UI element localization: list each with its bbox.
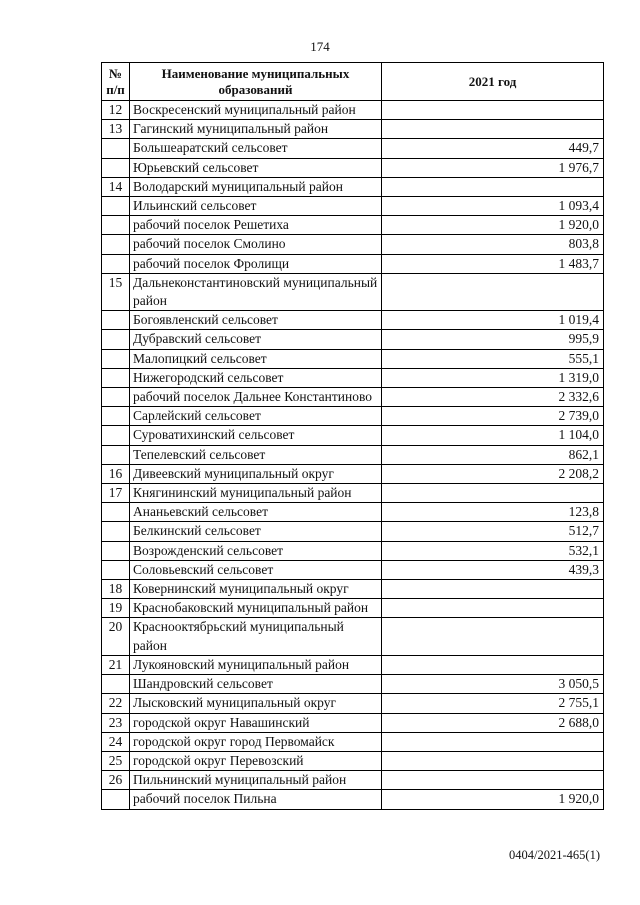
row-name: Малопицкий сельсовет [130,349,382,368]
table-row [102,713,604,732]
table-row [102,311,604,330]
row-number [102,426,130,445]
row-name: Дубравский сельсовет [130,330,382,349]
row-number [102,445,130,464]
row-number: 26 [102,771,130,790]
row-name: рабочий поселок Решетиха [130,216,382,235]
row-name: Нижегородский сельсовет [130,368,382,387]
row-value [382,177,604,196]
row-value [382,120,604,139]
row-name: Володарский муниципальный район [130,177,382,196]
row-number [102,235,130,254]
row-name: Краснобаковский муниципальный район [130,599,382,618]
row-number: 20 [102,618,130,655]
table-row [102,464,604,483]
table-row [102,158,604,177]
row-value [382,580,604,599]
row-name: Княгининский муниципальный район [130,484,382,503]
row-name: Дальнеконстантиновский муниципальный район [130,273,382,310]
row-number [102,330,130,349]
header-name: Наименование муниципальных образований [130,63,382,101]
row-number: 12 [102,101,130,120]
header-year: 2021 год [382,63,604,101]
row-number: 16 [102,464,130,483]
table-header [102,63,604,101]
row-name: Лысковский муниципальный округ [130,694,382,713]
row-number: 18 [102,580,130,599]
table-row [102,771,604,790]
row-value: 2 739,0 [382,407,604,426]
row-value: 2 755,1 [382,694,604,713]
row-value: 512,7 [382,522,604,541]
row-value: 449,7 [382,139,604,158]
row-number: 19 [102,599,130,618]
row-number [102,197,130,216]
row-number: 15 [102,273,130,310]
table-row [102,541,604,560]
row-name: Дивеевский муниципальный округ [130,464,382,483]
row-value: 555,1 [382,349,604,368]
table-row [102,618,604,655]
row-number [102,675,130,694]
row-number [102,254,130,273]
row-value: 1 093,4 [382,197,604,216]
table-row [102,177,604,196]
row-name: Лукояновский муниципальный район [130,655,382,674]
table-row [102,330,604,349]
row-value: 439,3 [382,560,604,579]
table-row [102,101,604,120]
row-value [382,771,604,790]
row-number [102,790,130,809]
row-name: Суроватихинский сельсовет [130,426,382,445]
row-name: Пильнинский муниципальный район [130,771,382,790]
budget-table [101,62,604,810]
row-value [382,618,604,655]
row-number: 22 [102,694,130,713]
table-row [102,522,604,541]
table-row [102,349,604,368]
row-number [102,158,130,177]
row-number [102,560,130,579]
table-row [102,675,604,694]
header-num: № п/п [102,63,130,101]
table-row [102,790,604,809]
row-value: 803,8 [382,235,604,254]
row-name: Ковернинский муниципальный округ [130,580,382,599]
header-row [102,63,604,101]
table-row [102,426,604,445]
row-number [102,216,130,235]
table-row [102,732,604,751]
row-name: Возрожденский сельсовет [130,541,382,560]
row-value: 3 050,5 [382,675,604,694]
table-row [102,388,604,407]
row-number [102,522,130,541]
row-name: рабочий поселок Смолино [130,235,382,254]
table-row [102,751,604,770]
table-row [102,560,604,579]
table-row [102,655,604,674]
row-value: 1 104,0 [382,426,604,445]
row-name: Богоявленский сельсовет [130,311,382,330]
row-value: 2 688,0 [382,713,604,732]
table-row [102,368,604,387]
row-number: 21 [102,655,130,674]
row-value: 1 319,0 [382,368,604,387]
row-number [102,541,130,560]
row-number: 14 [102,177,130,196]
row-number [102,368,130,387]
row-name: Ананьевский сельсовет [130,503,382,522]
row-name: Тепелевский сельсовет [130,445,382,464]
table-row [102,407,604,426]
table-row [102,580,604,599]
row-name: рабочий поселок Пильна [130,790,382,809]
row-value [382,101,604,120]
table-row [102,503,604,522]
row-value [382,273,604,310]
table-body [102,101,604,810]
row-number: 24 [102,732,130,751]
row-number: 17 [102,484,130,503]
table-row [102,120,604,139]
row-name: Краснооктябрьский муниципальный район [130,618,382,655]
row-number [102,311,130,330]
table-row [102,273,604,310]
table-row [102,139,604,158]
row-value: 1 920,0 [382,216,604,235]
row-value: 1 920,0 [382,790,604,809]
page-number: 174 [310,39,330,54]
row-value: 123,8 [382,503,604,522]
row-name: Большеаратский сельсовет [130,139,382,158]
row-name: городской округ город Первомайск [130,732,382,751]
row-value: 1 483,7 [382,254,604,273]
row-value [382,484,604,503]
table-row [102,445,604,464]
document-code: 0404/2021-465(1) [509,848,600,862]
row-number: 25 [102,751,130,770]
row-value: 2 208,2 [382,464,604,483]
row-name: Ильинский сельсовет [130,197,382,216]
row-value [382,751,604,770]
row-name: городской округ Навашинский [130,713,382,732]
row-value: 1 976,7 [382,158,604,177]
row-number [102,139,130,158]
table-row [102,694,604,713]
row-number [102,349,130,368]
row-value: 1 019,4 [382,311,604,330]
table-row [102,216,604,235]
row-name: Воскресенский муниципальный район [130,101,382,120]
table-row [102,235,604,254]
row-name: Шандровский сельсовет [130,675,382,694]
row-name: рабочий поселок Фролищи [130,254,382,273]
row-value: 995,9 [382,330,604,349]
row-value: 2 332,6 [382,388,604,407]
row-value [382,655,604,674]
row-number [102,407,130,426]
row-name: Соловьевский сельсовет [130,560,382,579]
table-row [102,599,604,618]
table-row [102,197,604,216]
row-value [382,732,604,751]
row-number: 13 [102,120,130,139]
row-value: 862,1 [382,445,604,464]
row-value [382,599,604,618]
row-name: Гагинский муниципальный район [130,120,382,139]
table-row [102,254,604,273]
table-row [102,484,604,503]
row-number [102,503,130,522]
row-name: городской округ Перевозский [130,751,382,770]
row-value: 532,1 [382,541,604,560]
row-number: 23 [102,713,130,732]
row-number [102,388,130,407]
row-name: Белкинский сельсовет [130,522,382,541]
row-name: Сарлейский сельсовет [130,407,382,426]
row-name: Юрьевский сельсовет [130,158,382,177]
row-name: рабочий поселок Дальнее Константиново [130,388,382,407]
